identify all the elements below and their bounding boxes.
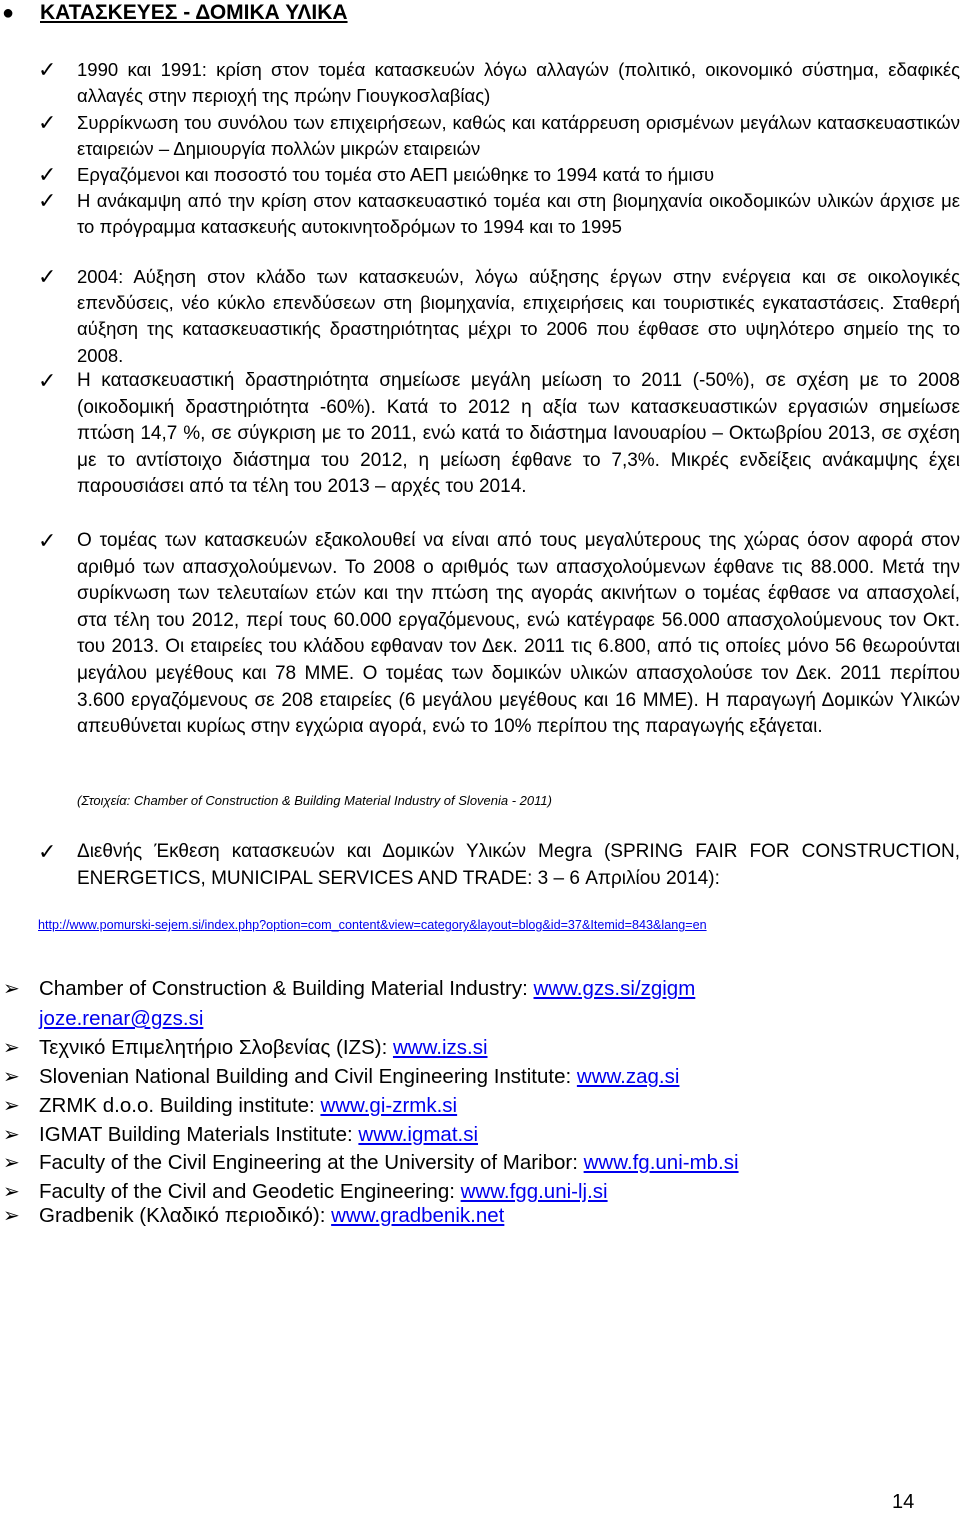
list-item: Η ανάκαμψη από την κρίση στον κατασκευαστικό τομέα και στη βιομηχανία οικοδομικών υλικών άρχισε με το πρόγραμμα κατασκευής αυτοκινητοδρόμων το 1994 και το 1995 xyxy=(77,190,960,238)
link-url[interactable]: www.gradbenik.net xyxy=(331,1204,505,1227)
arrow-bullet-icon: ➢ xyxy=(3,1152,20,1174)
list-item: Διεθνής Έκθεση κατασκευών και Δομικών Υλικών Megra (SPRING FAIR FOR CONSTRUCTION, ENERGETICS, MUNICIPAL SERVICES AND TRADE: 3 – 6 Απριλίου 2014): xyxy=(77,841,960,889)
link-row xyxy=(39,1179,608,1205)
arrow-bullet-icon: ➢ xyxy=(3,1124,20,1146)
list-item: Η κατασκευαστική δραστηριότητα σημείωσε μεγάλη μείωση το 2011 (-50%), σε σχέση με το 2008 (οικοδομική δραστηριότητα -60%). Κατά το 2012 η αξία των κατασκευαστικών εργασιών σημείωσε πτώση 14,7 %, σε σύγκριση με το 2011, ενώ κατά το διάστημα Ιανουαρίου – Οκτωβρίου 2013, σε σχέση με το αντίστοιχο διάστημα του 2012, η μείωση έφθανε το 7,3%. Μικρές ενδείξεις ανάκαμψης έχει παρουσιάσει από τα τέλη του 2013 – αρχές του 2014. xyxy=(77,370,960,498)
list-item: Εργαζόμενοι και ποσοστό του τομέα στο ΑΕΠ μειώθηκε το 1994 κατά το ήμισυ xyxy=(77,164,715,185)
link-label: IGMAT Building Materials Institute: xyxy=(39,1123,359,1146)
arrow-bullet-icon: ➢ xyxy=(3,1066,20,1088)
checkmark-icon: ✓ xyxy=(38,264,57,289)
checkmark-icon: ✓ xyxy=(38,188,57,213)
checkmark-icon: ✓ xyxy=(38,162,57,187)
link-row xyxy=(39,1006,203,1032)
link-url[interactable]: www.izs.si xyxy=(392,1036,488,1059)
link-url[interactable]: www.fg.uni-mb.si xyxy=(583,1151,739,1174)
list-item: Ο τομέας των κατασκευών εξακολουθεί να είναι από τους μεγαλύτερους της χώρας όσον αφορά στον αριθμό των απασχολούμενων. Το 2008 ο αριθμός των απασχολούμενων έφθανε τις 88.000. Μετά την συρίκνωση των τελευταίων ετών και την πτώση της αγοράς ακινήτων ο τομέας έφθασε να απασχολεί, στα τέλη του 2012, περί τους 60.000 εργαζόμενους, ενώ κατέγραφε 56.000 απασχολούμενους τον Οκτ. του 2013. Οι εταιρείες του κλάδου εφθαναν τον Δεκ. 2011 τις 6.800, από τις οποίες μόνο 56 θεωρούνται μεγάλου μεγέθους και 78 ΜΜΕ. Ο τομέας των δομικών υλικών απασχολούσε τον Δεκ. 2011 περίπου 3.600 εργαζόμενους σε 208 εταιρείες (6 μεγάλου μεγέθους και 16 ΜΜΕ). Η παραγωγή Δομικών Υλικών απευθύνεται κυρίως στην εγχώρια αγορά, ενώ το 10% περίπου της παραγωγής εξάγεται. xyxy=(77,530,960,738)
bullet-dot-icon: ● xyxy=(2,2,15,24)
source-note: (Στοιχεία: Chamber of Construction & Building Material Industry of Slovenia - 2011) xyxy=(77,793,552,808)
arrow-bullet-icon: ➢ xyxy=(3,978,20,1000)
checkmark-icon: ✓ xyxy=(38,839,57,864)
checkmark-icon: ✓ xyxy=(38,368,57,393)
link-url[interactable]: www.zag.si xyxy=(576,1065,680,1088)
checkmark-icon: ✓ xyxy=(38,110,57,135)
link-label: Faculty of the Civil Engineering at the University of Maribor: xyxy=(39,1151,584,1174)
link-row xyxy=(39,1122,478,1148)
link-label: Chamber of Construction & Building Material Industry: xyxy=(39,977,534,1000)
page-number: 14 xyxy=(892,1491,915,1513)
link-row xyxy=(39,976,695,1002)
link-label: Slovenian National Building and Civil Engineering Institute: xyxy=(39,1065,577,1088)
list-item: 1990 και 1991: κρίση στον τομέα κατασκευών λόγω αλλαγών (πολιτικό, οικονομικό σύστημα, εδαφικές αλλαγές στην περιοχή της πρώην Γιουγκοσλαβίας) xyxy=(77,59,960,107)
fair-link[interactable]: http://www.pomurski-sejem.si/index.php?option=com_content&view=category&layout=blog&id=37&Itemid=843&lang=en xyxy=(38,918,707,932)
list-item: Συρρίκνωση του συνόλου των επιχειρήσεων, καθώς και κατάρρευση ορισμένων μεγάλων κατασκευαστικών εταιρειών – Δημιουργία πολλών μικρών εταιρειών xyxy=(77,112,960,160)
link-label: Gradbenik (Κλαδικό περιοδικό): xyxy=(39,1204,332,1227)
link-url[interactable]: www.gi-zrmk.si xyxy=(320,1094,458,1117)
link-label: ZRMK d.o.o. Building institute: xyxy=(39,1094,321,1117)
link-label: Faculty of the Civil and Geodetic Engineering: xyxy=(39,1180,461,1203)
email-link[interactable]: joze.renar@gzs.si xyxy=(39,1007,204,1030)
link-label: Τεχνικό Επιμελητήριο Σλοβενίας (IZS): xyxy=(39,1036,393,1059)
link-url[interactable]: www.fgg.uni-lj.si xyxy=(460,1180,608,1203)
link-row xyxy=(39,1093,457,1119)
link-row xyxy=(39,1203,504,1229)
arrow-bullet-icon: ➢ xyxy=(3,1181,20,1203)
list-item: 2004: Αύξηση στον κλάδο των κατασκευών, λόγω αύξησης έργων στην ενέργεια και σε οικολογικές επενδύσεις, νέο κύκλο επενδύσεων στη βιομηχανία, επιχειρήσεις και τουριστικές εγκαταστάσεις. Σταθερή αύξηση της κατασκευαστικής δραστηριότητας μέχρι το 2006 που έφθασε στο υψηλότερο σημείο της το 2008. xyxy=(77,266,960,366)
arrow-bullet-icon: ➢ xyxy=(3,1037,20,1059)
link-url[interactable]: www.igmat.si xyxy=(358,1123,479,1146)
link-url[interactable]: www.gzs.si/zgigm xyxy=(533,977,696,1000)
arrow-bullet-icon: ➢ xyxy=(3,1095,20,1117)
link-row xyxy=(39,1150,739,1176)
section-heading: ΚΑΤΑΣΚΕΥΕΣ - ΔΟΜΙΚΑ ΥΛΙΚΑ xyxy=(40,1,348,24)
arrow-bullet-icon: ➢ xyxy=(3,1205,20,1227)
link-row xyxy=(39,1064,679,1090)
link-row xyxy=(39,1035,488,1061)
checkmark-icon: ✓ xyxy=(38,57,57,82)
checkmark-icon: ✓ xyxy=(38,528,57,553)
